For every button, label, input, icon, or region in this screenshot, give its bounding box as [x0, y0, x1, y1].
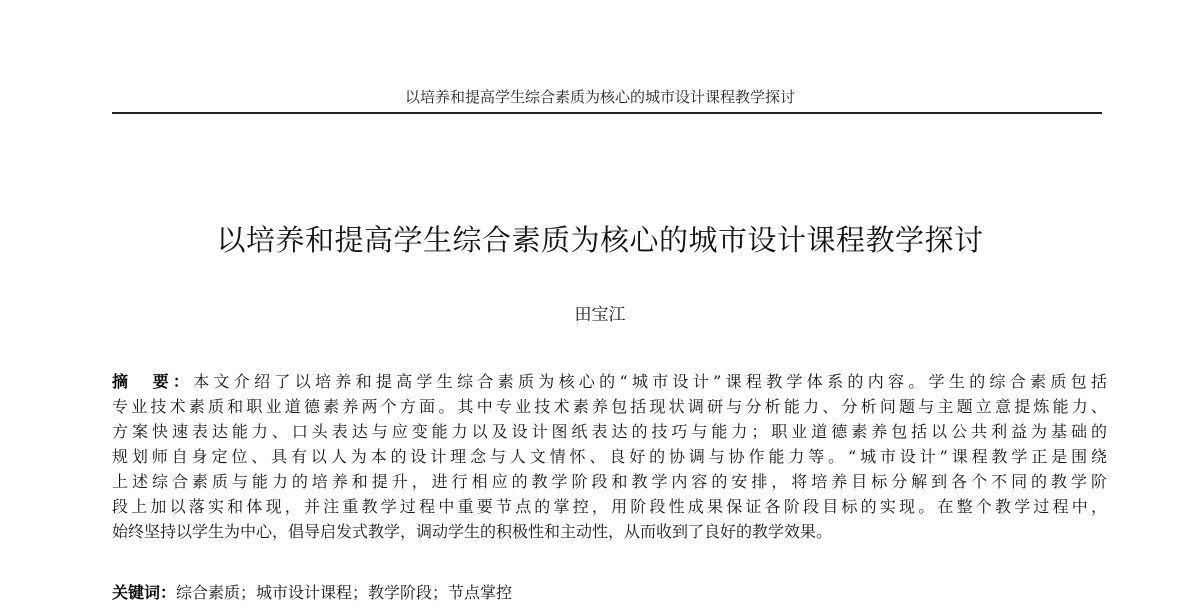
keywords: [112, 580, 1107, 605]
paper-author: 田宝江: [574, 305, 626, 325]
abstract-line: 上述综合素质与能力的培养和提升，进行相应的教学阶段和教学内容的安排，将培养目标分解到各个不同的教学阶: [112, 472, 1107, 491]
abstract-line: 始终坚持以学生为中心，倡导启发式教学，调动学生的积极性和主动性，从而收到了良好的教学效果。: [112, 522, 833, 541]
abstract-line-text: 本文介绍了以培养和提高学生综合素质为核心的“城市设计”课程教学体系的内容。学生的综合素质包括: [193, 372, 1107, 391]
abstract-line: 专业技术素质和职业道德素养两个方面。其中专业技术素养包括现状调研与分析能力、分析问题与主题立意提炼能力、: [112, 397, 1107, 416]
running-header: 以培养和提高学生综合素质为核心的城市设计课程教学探讨: [404, 88, 795, 106]
keywords-text: 综合素质；城市设计课程；教学阶段；节点掌控: [176, 583, 513, 602]
abstract-label: 摘 要：: [112, 372, 194, 391]
abstract-line: 段上加以落实和体现，并注重教学过程中重要节点的掌控，用阶段性成果保证各阶段目标的实现。在整个教学过程中，: [112, 497, 1107, 516]
abstract-line: 方案快速表达能力、口头表达与应变能力以及设计图纸表达的技巧与能力；职业道德素养包括以公共利益为基础的: [112, 422, 1107, 441]
abstract-line: [112, 369, 1107, 394]
abstract-line: 规划师自身定位、具有以人为本的设计理念与人文情怀、良好的协调与协作能力等。“城市设计”课程教学正是围绕: [112, 447, 1107, 466]
header-rule: [112, 112, 1102, 114]
abstract: [112, 369, 1107, 544]
keywords-label: 关键词：: [112, 583, 177, 602]
paper-title: 以培养和提高学生综合素质为核心的城市设计课程教学探讨: [216, 223, 984, 257]
